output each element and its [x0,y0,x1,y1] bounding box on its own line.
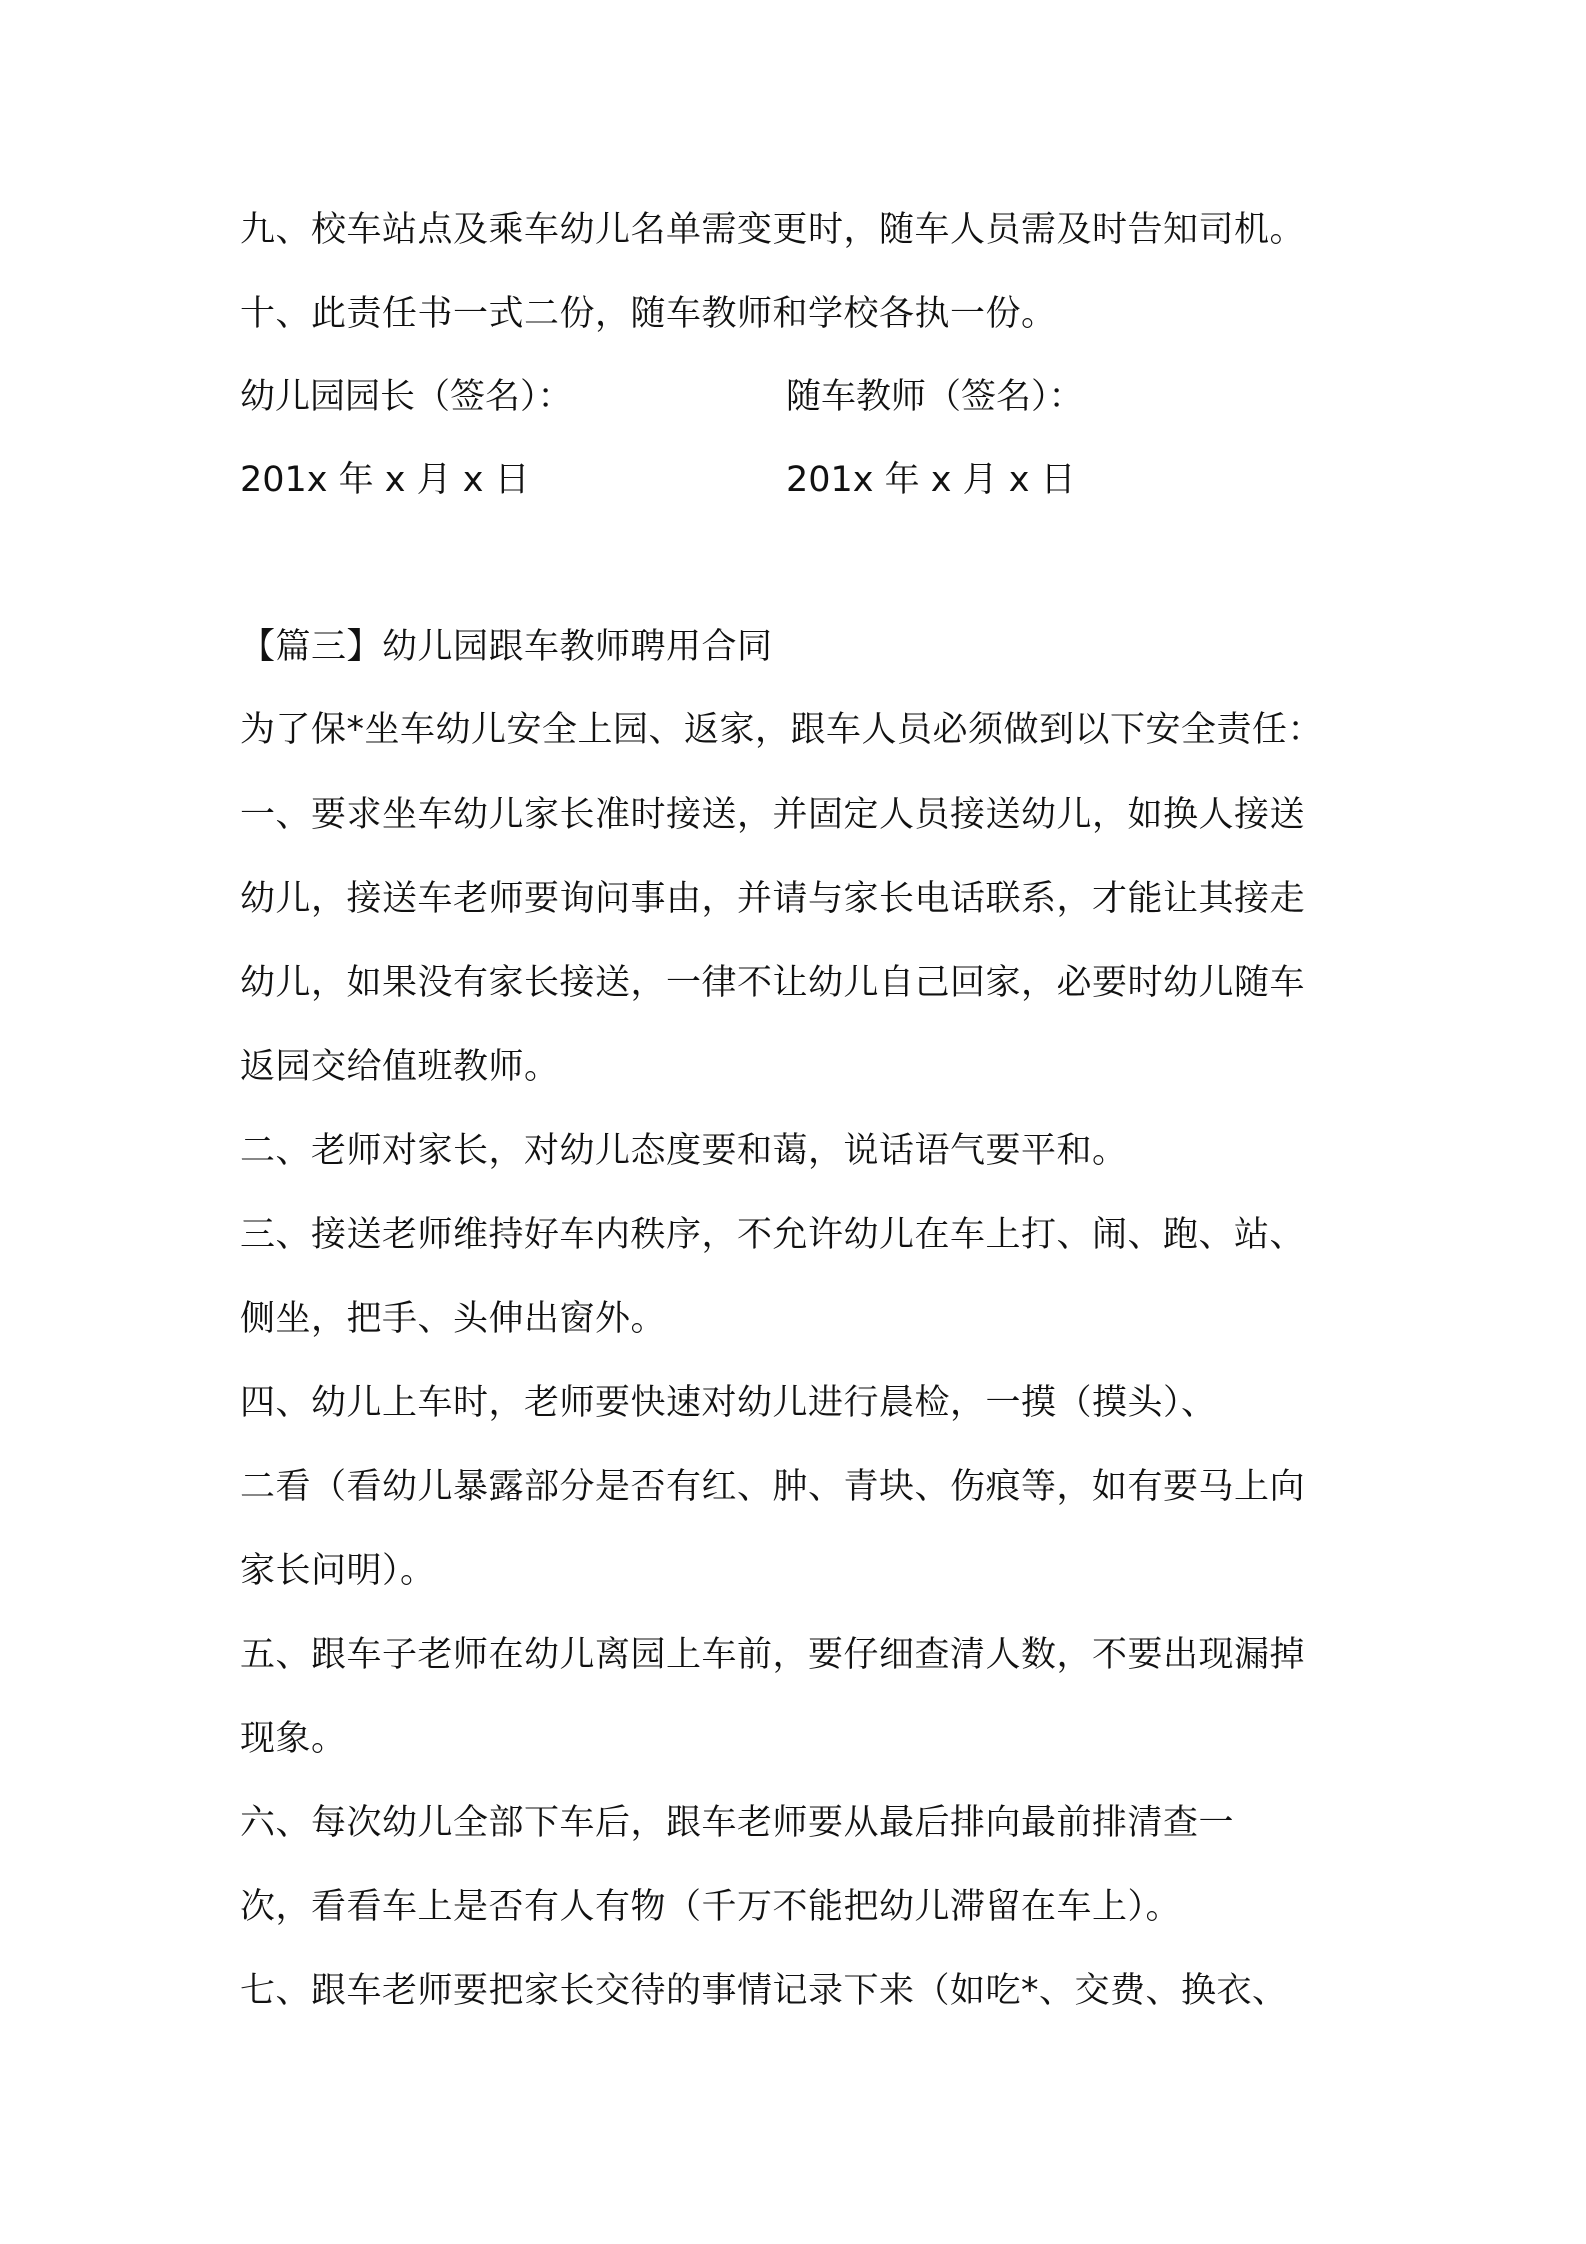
signature-dates-row [240,455,1340,505]
principal-signature-date: 201x 年 x 月 x 日 [240,460,530,500]
body-line: 返园交给值班教师。 [240,1047,560,1087]
signature-labels-row [240,372,1340,422]
body-line: 家长问明）。 [240,1551,436,1591]
body-line: 五、跟车子老师在幼儿离园上车前，要仔细查清人数，不要出现漏掉 [240,1635,1306,1675]
body-line: 侧坐，把手、头伸出窗外。 [240,1299,667,1339]
section-three-intro: 为了保*坐车幼儿安全上园、返家，跟车人员必须做到以下安全责任： [240,710,1324,750]
item-9-text: 九、校车站点及乘车幼儿名单需变更时，随车人员需及时告知司机。 [240,210,1306,250]
body-line: 幼儿，接送车老师要询问事由，并请与家长电话联系，才能让其接走 [240,879,1306,919]
body-line: 一、要求坐车幼儿家长准时接送，并固定人员接送幼儿，如换人接送 [240,795,1306,835]
body-line: 二、老师对家长，对幼儿态度要和蔼，说话语气要平和。 [240,1131,1128,1171]
principal-signature-label: 幼儿园园长（签名）： [240,377,573,417]
body-line: 次，看看车上是否有人有物（千万不能把幼儿滞留在车上）。 [240,1887,1182,1927]
teacher-signature-label: 随车教师（签名）： [786,377,1084,417]
body-line: 现象。 [240,1719,347,1759]
item-10-text: 十、此责任书一式二份，随车教师和学校各执一份。 [240,294,1057,334]
body-line: 二看（看幼儿暴露部分是否有红、肿、青块、伤痕等，如有要马上向 [240,1467,1306,1507]
body-line: 幼儿，如果没有家长接送，一律不让幼儿自己回家，必要时幼儿随车 [240,963,1306,1003]
body-line: 四、幼儿上车时，老师要快速对幼儿进行晨检，一摸（摸头）、 [240,1383,1217,1423]
teacher-signature-date: 201x 年 x 月 x 日 [786,460,1076,500]
body-line: 六、每次幼儿全部下车后，跟车老师要从最后排向最前排清查一 [240,1803,1235,1843]
section-three-title: 【篇三】幼儿园跟车教师聘用合同 [240,627,773,667]
body-line: 七、跟车老师要把家长交待的事情记录下来（如吃*、交费、换衣、 [240,1971,1288,2011]
body-line: 三、接送老师维持好车内秩序，不允许幼儿在车上打、闹、跑、站、 [240,1215,1306,1255]
